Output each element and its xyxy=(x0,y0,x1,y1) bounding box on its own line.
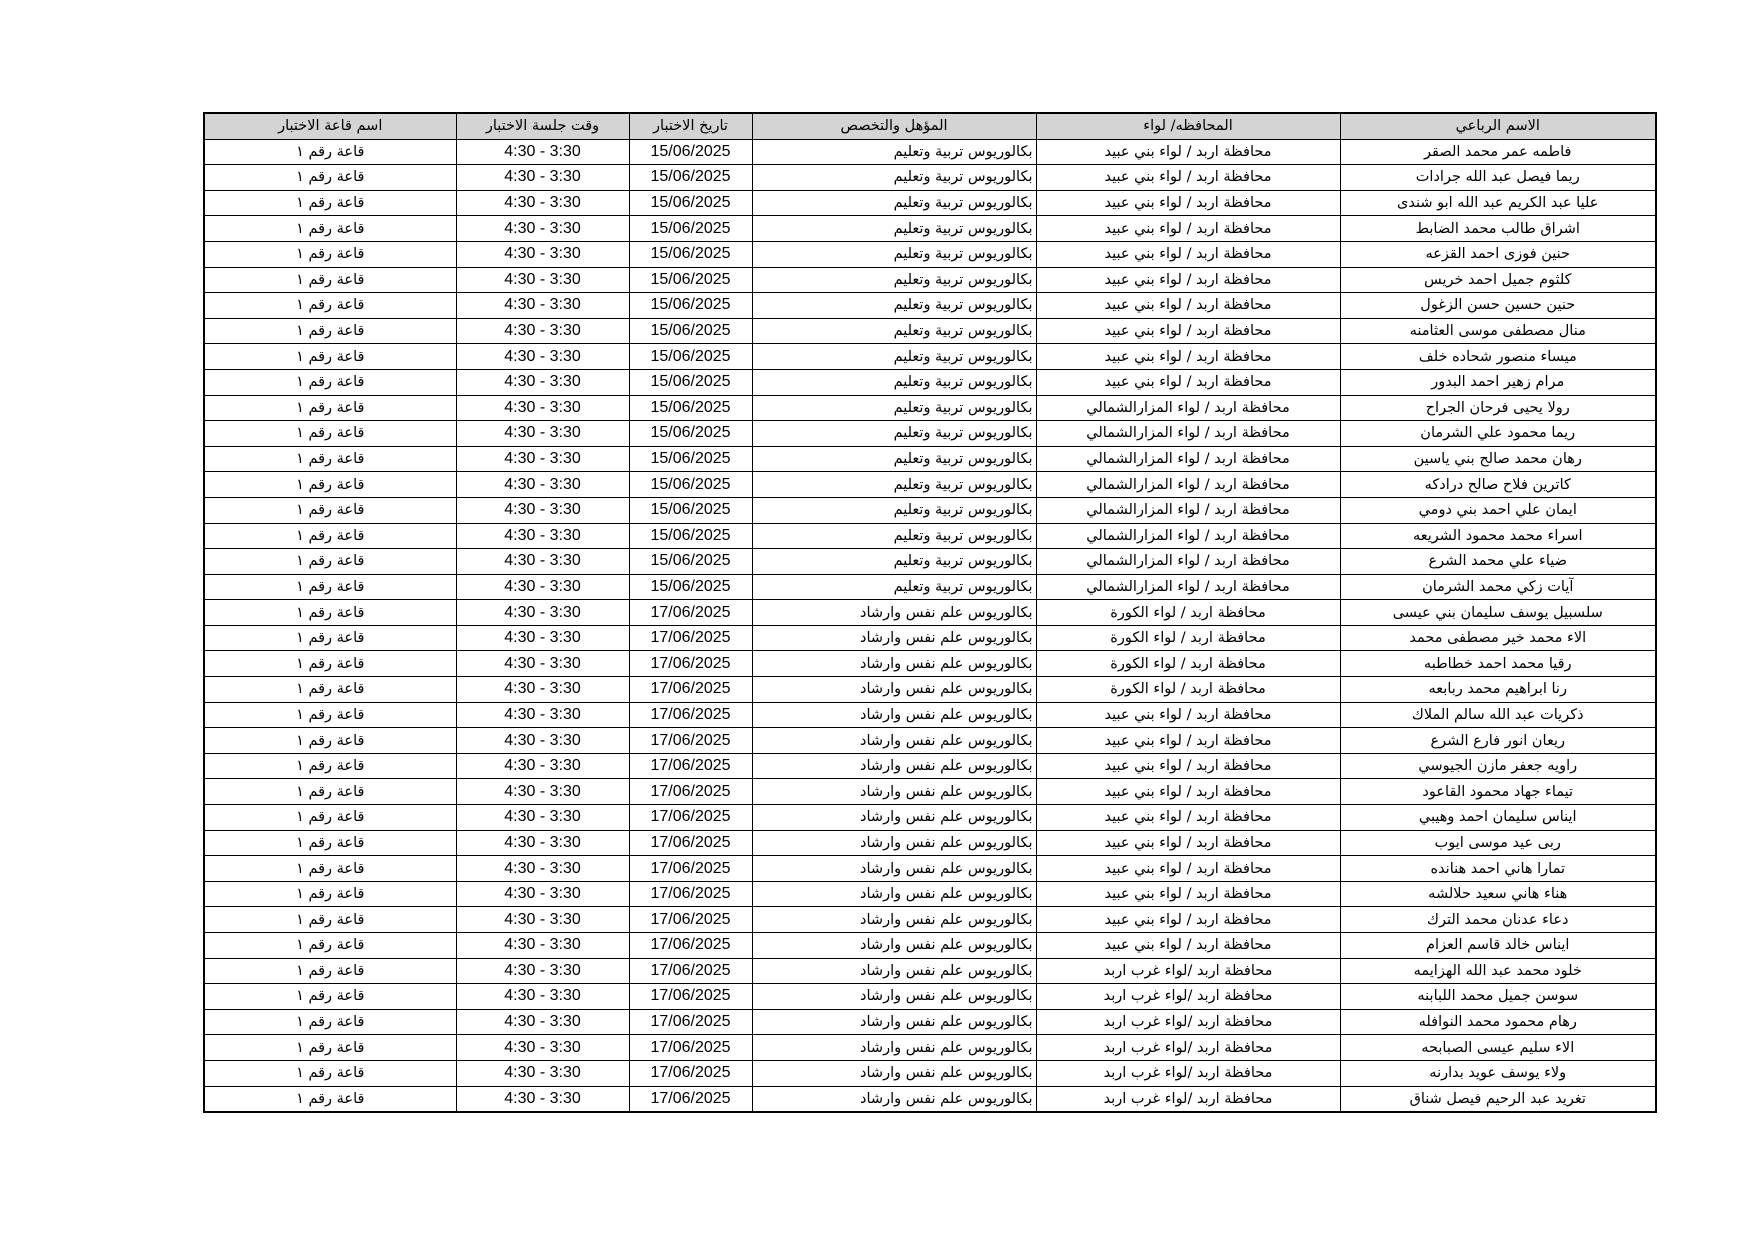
cell-exam-room: قاعة رقم ١ xyxy=(204,421,456,447)
cell-exam-date: 17/06/2025 xyxy=(629,856,752,882)
cell-exam-time: 4:30 - 3:30 xyxy=(456,421,629,447)
cell-exam-time: 4:30 - 3:30 xyxy=(456,472,629,498)
table-row xyxy=(204,241,1656,267)
cell-exam-date: 15/06/2025 xyxy=(629,523,752,549)
cell-full-name: عليا عبد الكريم عبد الله ابو شندى xyxy=(1340,190,1656,216)
cell-exam-time: 4:30 - 3:30 xyxy=(456,677,629,703)
cell-governorate: محافظة اربد / لواء بني عبيد xyxy=(1036,216,1340,242)
cell-governorate: محافظة اربد / لواء الكورة xyxy=(1036,677,1340,703)
cell-exam-date: 17/06/2025 xyxy=(629,933,752,959)
cell-governorate: محافظة اربد / لواء بني عبيد xyxy=(1036,728,1340,754)
cell-governorate: محافظة اربد / لواء بني عبيد xyxy=(1036,779,1340,805)
cell-governorate: محافظة اربد /لواء غرب اربد xyxy=(1036,1009,1340,1035)
cell-qualification: بكالوريوس علم نفس وارشاد xyxy=(752,1035,1036,1061)
cell-exam-date: 15/06/2025 xyxy=(629,497,752,523)
cell-full-name: هناء هاني سعيد حلالشه xyxy=(1340,881,1656,907)
cell-exam-date: 17/06/2025 xyxy=(629,1060,752,1086)
cell-full-name: ميساء منصور شحاده خلف xyxy=(1340,344,1656,370)
table-row xyxy=(204,1060,1656,1086)
cell-full-name: ضياء علي محمد الشرع xyxy=(1340,549,1656,575)
cell-exam-time: 4:30 - 3:30 xyxy=(456,856,629,882)
cell-exam-time: 4:30 - 3:30 xyxy=(456,728,629,754)
cell-exam-time: 4:30 - 3:30 xyxy=(456,318,629,344)
table-row xyxy=(204,1035,1656,1061)
cell-exam-date: 15/06/2025 xyxy=(629,190,752,216)
table-row xyxy=(204,984,1656,1010)
cell-exam-room: قاعة رقم ١ xyxy=(204,1035,456,1061)
table-row xyxy=(204,139,1656,165)
cell-governorate: محافظة اربد / لواء بني عبيد xyxy=(1036,856,1340,882)
table-row xyxy=(204,369,1656,395)
cell-qualification: بكالوريوس تربية وتعليم xyxy=(752,574,1036,600)
cell-exam-date: 15/06/2025 xyxy=(629,421,752,447)
cell-qualification: بكالوريوس علم نفس وارشاد xyxy=(752,907,1036,933)
cell-exam-time: 4:30 - 3:30 xyxy=(456,1035,629,1061)
cell-full-name: الاء سليم عيسى الصبابحه xyxy=(1340,1035,1656,1061)
exam-schedule-table xyxy=(203,112,1657,1113)
cell-exam-time: 4:30 - 3:30 xyxy=(456,881,629,907)
cell-governorate: محافظة اربد / لواء بني عبيد xyxy=(1036,344,1340,370)
cell-qualification: بكالوريوس علم نفس وارشاد xyxy=(752,1060,1036,1086)
cell-exam-time: 4:30 - 3:30 xyxy=(456,600,629,626)
cell-exam-date: 15/06/2025 xyxy=(629,344,752,370)
cell-governorate: محافظة اربد / لواء بني عبيد xyxy=(1036,881,1340,907)
table-row xyxy=(204,728,1656,754)
cell-governorate: محافظة اربد / لواء المزارالشمالي xyxy=(1036,446,1340,472)
cell-qualification: بكالوريوس علم نفس وارشاد xyxy=(752,728,1036,754)
cell-exam-date: 15/06/2025 xyxy=(629,267,752,293)
cell-exam-time: 4:30 - 3:30 xyxy=(456,933,629,959)
cell-exam-room: قاعة رقم ١ xyxy=(204,523,456,549)
cell-full-name: سلسبيل يوسف سليمان بني عيسى xyxy=(1340,600,1656,626)
cell-governorate: محافظة اربد / لواء بني عبيد xyxy=(1036,702,1340,728)
cell-exam-time: 4:30 - 3:30 xyxy=(456,958,629,984)
cell-qualification: بكالوريوس تربية وتعليم xyxy=(752,318,1036,344)
cell-governorate: محافظة اربد /لواء غرب اربد xyxy=(1036,1060,1340,1086)
table-row xyxy=(204,497,1656,523)
cell-full-name: ولاء يوسف عويد بدارنه xyxy=(1340,1060,1656,1086)
cell-exam-time: 4:30 - 3:30 xyxy=(456,369,629,395)
cell-governorate: محافظة اربد / لواء بني عبيد xyxy=(1036,753,1340,779)
cell-governorate: محافظة اربد / لواء المزارالشمالي xyxy=(1036,472,1340,498)
cell-governorate: محافظة اربد / لواء بني عبيد xyxy=(1036,267,1340,293)
cell-exam-date: 15/06/2025 xyxy=(629,241,752,267)
table-row xyxy=(204,1009,1656,1035)
cell-exam-room: قاعة رقم ١ xyxy=(204,1009,456,1035)
cell-full-name: ريما فيصل عبد الله جرادات xyxy=(1340,165,1656,191)
cell-exam-date: 17/06/2025 xyxy=(629,1035,752,1061)
cell-exam-time: 4:30 - 3:30 xyxy=(456,779,629,805)
table-row xyxy=(204,190,1656,216)
cell-governorate: محافظة اربد / لواء الكورة xyxy=(1036,651,1340,677)
table-row xyxy=(204,625,1656,651)
exam-schedule-sheet xyxy=(203,112,1655,1113)
cell-exam-room: قاعة رقم ١ xyxy=(204,1060,456,1086)
cell-full-name: حنين فوزى احمد القزعه xyxy=(1340,241,1656,267)
cell-exam-room: قاعة رقم ١ xyxy=(204,881,456,907)
cell-exam-date: 17/06/2025 xyxy=(629,625,752,651)
cell-full-name: آيات زكي محمد الشرمان xyxy=(1340,574,1656,600)
cell-exam-room: قاعة رقم ١ xyxy=(204,165,456,191)
cell-exam-room: قاعة رقم ١ xyxy=(204,805,456,831)
cell-qualification: بكالوريوس علم نفس وارشاد xyxy=(752,779,1036,805)
cell-exam-date: 15/06/2025 xyxy=(629,318,752,344)
cell-qualification: بكالوريوس تربية وتعليم xyxy=(752,165,1036,191)
cell-exam-date: 15/06/2025 xyxy=(629,165,752,191)
cell-qualification: بكالوريوس تربية وتعليم xyxy=(752,241,1036,267)
cell-exam-date: 17/06/2025 xyxy=(629,1086,752,1112)
cell-exam-date: 17/06/2025 xyxy=(629,600,752,626)
cell-full-name: ذكريات عبد الله سالم الملاك xyxy=(1340,702,1656,728)
cell-qualification: بكالوريوس تربية وتعليم xyxy=(752,421,1036,447)
cell-exam-time: 4:30 - 3:30 xyxy=(456,1086,629,1112)
cell-exam-time: 4:30 - 3:30 xyxy=(456,1060,629,1086)
table-row xyxy=(204,395,1656,421)
cell-exam-date: 17/06/2025 xyxy=(629,830,752,856)
table-row xyxy=(204,907,1656,933)
header-exam-room: اسم قاعة الاختبار xyxy=(204,113,456,139)
table-row xyxy=(204,421,1656,447)
cell-governorate: محافظة اربد / لواء بني عبيد xyxy=(1036,369,1340,395)
cell-qualification: بكالوريوس علم نفس وارشاد xyxy=(752,881,1036,907)
table-row xyxy=(204,677,1656,703)
cell-full-name: مرام زهير احمد البدور xyxy=(1340,369,1656,395)
cell-exam-date: 17/06/2025 xyxy=(629,907,752,933)
table-row xyxy=(204,472,1656,498)
cell-exam-date: 15/06/2025 xyxy=(629,293,752,319)
cell-exam-time: 4:30 - 3:30 xyxy=(456,267,629,293)
cell-exam-room: قاعة رقم ١ xyxy=(204,549,456,575)
cell-exam-time: 4:30 - 3:30 xyxy=(456,523,629,549)
cell-governorate: محافظة اربد / لواء الكورة xyxy=(1036,625,1340,651)
cell-governorate: محافظة اربد / لواء بني عبيد xyxy=(1036,907,1340,933)
cell-qualification: بكالوريوس تربية وتعليم xyxy=(752,523,1036,549)
table-row xyxy=(204,830,1656,856)
cell-exam-date: 17/06/2025 xyxy=(629,728,752,754)
cell-full-name: فاطمه عمر محمد الصقر xyxy=(1340,139,1656,165)
cell-exam-time: 4:30 - 3:30 xyxy=(456,446,629,472)
table-row xyxy=(204,293,1656,319)
table-row xyxy=(204,933,1656,959)
cell-exam-time: 4:30 - 3:30 xyxy=(456,190,629,216)
cell-exam-time: 4:30 - 3:30 xyxy=(456,984,629,1010)
cell-qualification: بكالوريوس علم نفس وارشاد xyxy=(752,651,1036,677)
table-row xyxy=(204,267,1656,293)
table-row xyxy=(204,574,1656,600)
cell-qualification: بكالوريوس علم نفس وارشاد xyxy=(752,600,1036,626)
cell-governorate: محافظة اربد / لواء بني عبيد xyxy=(1036,318,1340,344)
cell-exam-time: 4:30 - 3:30 xyxy=(456,753,629,779)
cell-exam-room: قاعة رقم ١ xyxy=(204,1086,456,1112)
cell-qualification: بكالوريوس علم نفس وارشاد xyxy=(752,702,1036,728)
cell-governorate: محافظة اربد / لواء المزارالشمالي xyxy=(1036,574,1340,600)
cell-exam-room: قاعة رقم ١ xyxy=(204,984,456,1010)
cell-full-name: تمارا هاني احمد هنانده xyxy=(1340,856,1656,882)
cell-full-name: ريما محمود علي الشرمان xyxy=(1340,421,1656,447)
cell-exam-room: قاعة رقم ١ xyxy=(204,779,456,805)
cell-exam-room: قاعة رقم ١ xyxy=(204,958,456,984)
cell-qualification: بكالوريوس علم نفس وارشاد xyxy=(752,805,1036,831)
cell-exam-room: قاعة رقم ١ xyxy=(204,830,456,856)
cell-full-name: منال مصطفى موسى العثامنه xyxy=(1340,318,1656,344)
cell-exam-date: 17/06/2025 xyxy=(629,984,752,1010)
header-full-name: الاسم الرباعي xyxy=(1340,113,1656,139)
cell-qualification: بكالوريوس تربية وتعليم xyxy=(752,549,1036,575)
cell-full-name: راويه جعفر مازن الجيوسي xyxy=(1340,753,1656,779)
cell-exam-time: 4:30 - 3:30 xyxy=(456,1009,629,1035)
cell-exam-date: 15/06/2025 xyxy=(629,216,752,242)
cell-qualification: بكالوريوس تربية وتعليم xyxy=(752,395,1036,421)
cell-exam-date: 15/06/2025 xyxy=(629,446,752,472)
table-row xyxy=(204,549,1656,575)
cell-full-name: ايناس خالد قاسم العزام xyxy=(1340,933,1656,959)
table-row xyxy=(204,446,1656,472)
table-row xyxy=(204,881,1656,907)
cell-exam-time: 4:30 - 3:30 xyxy=(456,344,629,370)
cell-full-name: تيماء جهاد محمود القاعود xyxy=(1340,779,1656,805)
cell-exam-room: قاعة رقم ١ xyxy=(204,139,456,165)
table-row xyxy=(204,600,1656,626)
cell-exam-room: قاعة رقم ١ xyxy=(204,856,456,882)
cell-exam-date: 17/06/2025 xyxy=(629,779,752,805)
cell-governorate: محافظة اربد / لواء المزارالشمالي xyxy=(1036,395,1340,421)
cell-exam-date: 15/06/2025 xyxy=(629,549,752,575)
cell-full-name: اسراء محمد محمود الشريعه xyxy=(1340,523,1656,549)
cell-governorate: محافظة اربد /لواء غرب اربد xyxy=(1036,1035,1340,1061)
cell-exam-date: 15/06/2025 xyxy=(629,369,752,395)
table-body xyxy=(204,139,1656,1112)
cell-exam-time: 4:30 - 3:30 xyxy=(456,830,629,856)
cell-full-name: ربى عيد موسى ايوب xyxy=(1340,830,1656,856)
cell-qualification: بكالوريوس تربية وتعليم xyxy=(752,267,1036,293)
cell-exam-room: قاعة رقم ١ xyxy=(204,933,456,959)
cell-qualification: بكالوريوس علم نفس وارشاد xyxy=(752,1009,1036,1035)
header-qualification: المؤهل والتخصص xyxy=(752,113,1036,139)
cell-full-name: ريعان انور فارع الشرع xyxy=(1340,728,1656,754)
cell-full-name: دعاء عدنان محمد الترك xyxy=(1340,907,1656,933)
cell-qualification: بكالوريوس علم نفس وارشاد xyxy=(752,856,1036,882)
cell-exam-room: قاعة رقم ١ xyxy=(204,728,456,754)
cell-governorate: محافظة اربد / لواء الكورة xyxy=(1036,600,1340,626)
cell-full-name: خلود محمد عبد الله الهزايمه xyxy=(1340,958,1656,984)
cell-exam-room: قاعة رقم ١ xyxy=(204,190,456,216)
cell-qualification: بكالوريوس تربية وتعليم xyxy=(752,497,1036,523)
cell-qualification: بكالوريوس علم نفس وارشاد xyxy=(752,933,1036,959)
cell-qualification: بكالوريوس تربية وتعليم xyxy=(752,216,1036,242)
cell-exam-time: 4:30 - 3:30 xyxy=(456,907,629,933)
cell-full-name: حنين حسين حسن الزغول xyxy=(1340,293,1656,319)
cell-governorate: محافظة اربد / لواء المزارالشمالي xyxy=(1036,549,1340,575)
cell-exam-date: 17/06/2025 xyxy=(629,753,752,779)
table-row xyxy=(204,779,1656,805)
cell-full-name: اشراق طالب محمد الضابط xyxy=(1340,216,1656,242)
cell-governorate: محافظة اربد /لواء غرب اربد xyxy=(1036,1086,1340,1112)
cell-full-name: رولا يحيى فرحان الجراح xyxy=(1340,395,1656,421)
table-row xyxy=(204,1086,1656,1112)
cell-exam-room: قاعة رقم ١ xyxy=(204,369,456,395)
cell-governorate: محافظة اربد / لواء بني عبيد xyxy=(1036,190,1340,216)
table-row xyxy=(204,216,1656,242)
cell-exam-room: قاعة رقم ١ xyxy=(204,216,456,242)
cell-exam-date: 17/06/2025 xyxy=(629,1009,752,1035)
cell-qualification: بكالوريوس تربية وتعليم xyxy=(752,139,1036,165)
table-row xyxy=(204,805,1656,831)
cell-exam-time: 4:30 - 3:30 xyxy=(456,216,629,242)
table-row xyxy=(204,165,1656,191)
cell-exam-time: 4:30 - 3:30 xyxy=(456,293,629,319)
cell-exam-date: 17/06/2025 xyxy=(629,651,752,677)
cell-full-name: ايناس سليمان احمد وهيبي xyxy=(1340,805,1656,831)
cell-exam-date: 17/06/2025 xyxy=(629,805,752,831)
cell-exam-time: 4:30 - 3:30 xyxy=(456,241,629,267)
cell-governorate: محافظة اربد / لواء بني عبيد xyxy=(1036,805,1340,831)
cell-exam-room: قاعة رقم ١ xyxy=(204,241,456,267)
cell-qualification: بكالوريوس علم نفس وارشاد xyxy=(752,1086,1036,1112)
cell-exam-date: 17/06/2025 xyxy=(629,677,752,703)
cell-exam-room: قاعة رقم ١ xyxy=(204,907,456,933)
cell-exam-time: 4:30 - 3:30 xyxy=(456,574,629,600)
cell-qualification: بكالوريوس تربية وتعليم xyxy=(752,472,1036,498)
cell-exam-time: 4:30 - 3:30 xyxy=(456,497,629,523)
cell-exam-date: 17/06/2025 xyxy=(629,958,752,984)
cell-exam-room: قاعة رقم ١ xyxy=(204,497,456,523)
cell-exam-room: قاعة رقم ١ xyxy=(204,677,456,703)
header-row xyxy=(204,113,1656,139)
cell-governorate: محافظة اربد / لواء بني عبيد xyxy=(1036,933,1340,959)
cell-exam-room: قاعة رقم ١ xyxy=(204,753,456,779)
header-exam-date: تاريخ الاختبار xyxy=(629,113,752,139)
cell-governorate: محافظة اربد / لواء المزارالشمالي xyxy=(1036,523,1340,549)
cell-governorate: محافظة اربد /لواء غرب اربد xyxy=(1036,984,1340,1010)
cell-qualification: بكالوريوس تربية وتعليم xyxy=(752,369,1036,395)
cell-exam-time: 4:30 - 3:30 xyxy=(456,805,629,831)
cell-qualification: بكالوريوس علم نفس وارشاد xyxy=(752,677,1036,703)
cell-exam-room: قاعة رقم ١ xyxy=(204,651,456,677)
cell-exam-date: 15/06/2025 xyxy=(629,139,752,165)
table-row xyxy=(204,702,1656,728)
cell-qualification: بكالوريوس علم نفس وارشاد xyxy=(752,984,1036,1010)
cell-governorate: محافظة اربد / لواء بني عبيد xyxy=(1036,139,1340,165)
cell-exam-time: 4:30 - 3:30 xyxy=(456,549,629,575)
cell-exam-room: قاعة رقم ١ xyxy=(204,600,456,626)
cell-full-name: تغريد عبد الرحيم فيصل شناق xyxy=(1340,1086,1656,1112)
cell-exam-room: قاعة رقم ١ xyxy=(204,472,456,498)
table-row xyxy=(204,958,1656,984)
cell-full-name: رهان محمد صالح بني ياسين xyxy=(1340,446,1656,472)
header-governorate: المحافظه/ لواء xyxy=(1036,113,1340,139)
cell-exam-date: 17/06/2025 xyxy=(629,702,752,728)
cell-governorate: محافظة اربد / لواء بني عبيد xyxy=(1036,165,1340,191)
cell-qualification: بكالوريوس تربية وتعليم xyxy=(752,190,1036,216)
cell-exam-time: 4:30 - 3:30 xyxy=(456,702,629,728)
cell-exam-date: 15/06/2025 xyxy=(629,574,752,600)
cell-exam-room: قاعة رقم ١ xyxy=(204,625,456,651)
cell-governorate: محافظة اربد / لواء المزارالشمالي xyxy=(1036,497,1340,523)
cell-full-name: رهام محمود محمد النوافله xyxy=(1340,1009,1656,1035)
cell-full-name: الاء محمد خير مصطفى محمد xyxy=(1340,625,1656,651)
cell-governorate: محافظة اربد / لواء المزارالشمالي xyxy=(1036,421,1340,447)
cell-qualification: بكالوريوس تربية وتعليم xyxy=(752,293,1036,319)
cell-exam-date: 15/06/2025 xyxy=(629,395,752,421)
cell-exam-time: 4:30 - 3:30 xyxy=(456,651,629,677)
table-row xyxy=(204,651,1656,677)
table-row xyxy=(204,523,1656,549)
cell-governorate: محافظة اربد / لواء بني عبيد xyxy=(1036,293,1340,319)
cell-full-name: ايمان علي احمد بني دومي xyxy=(1340,497,1656,523)
cell-exam-date: 15/06/2025 xyxy=(629,472,752,498)
cell-exam-room: قاعة رقم ١ xyxy=(204,446,456,472)
cell-qualification: بكالوريوس تربية وتعليم xyxy=(752,446,1036,472)
cell-governorate: محافظة اربد / لواء بني عبيد xyxy=(1036,830,1340,856)
cell-exam-room: قاعة رقم ١ xyxy=(204,293,456,319)
cell-full-name: رنا ابراهيم محمد ربابعه xyxy=(1340,677,1656,703)
cell-full-name: سوسن جميل محمد اللبابنه xyxy=(1340,984,1656,1010)
cell-governorate: محافظة اربد / لواء بني عبيد xyxy=(1036,241,1340,267)
cell-exam-room: قاعة رقم ١ xyxy=(204,395,456,421)
cell-exam-time: 4:30 - 3:30 xyxy=(456,625,629,651)
cell-qualification: بكالوريوس علم نفس وارشاد xyxy=(752,625,1036,651)
cell-governorate: محافظة اربد /لواء غرب اربد xyxy=(1036,958,1340,984)
cell-exam-room: قاعة رقم ١ xyxy=(204,318,456,344)
table-row xyxy=(204,856,1656,882)
cell-full-name: كلثوم جميل احمد خريس xyxy=(1340,267,1656,293)
table-row xyxy=(204,318,1656,344)
cell-exam-date: 17/06/2025 xyxy=(629,881,752,907)
cell-exam-time: 4:30 - 3:30 xyxy=(456,395,629,421)
cell-qualification: بكالوريوس علم نفس وارشاد xyxy=(752,830,1036,856)
cell-exam-time: 4:30 - 3:30 xyxy=(456,139,629,165)
cell-qualification: بكالوريوس علم نفس وارشاد xyxy=(752,958,1036,984)
cell-exam-room: قاعة رقم ١ xyxy=(204,702,456,728)
header-exam-time: وقت جلسة الاختبار xyxy=(456,113,629,139)
cell-full-name: رقيا محمد احمد خطاطبه xyxy=(1340,651,1656,677)
cell-full-name: كاترين فلاح صالح درادكه xyxy=(1340,472,1656,498)
cell-exam-room: قاعة رقم ١ xyxy=(204,267,456,293)
table-row xyxy=(204,753,1656,779)
cell-exam-room: قاعة رقم ١ xyxy=(204,574,456,600)
cell-exam-room: قاعة رقم ١ xyxy=(204,344,456,370)
cell-qualification: بكالوريوس علم نفس وارشاد xyxy=(752,753,1036,779)
table-row xyxy=(204,344,1656,370)
cell-qualification: بكالوريوس تربية وتعليم xyxy=(752,344,1036,370)
cell-exam-time: 4:30 - 3:30 xyxy=(456,165,629,191)
